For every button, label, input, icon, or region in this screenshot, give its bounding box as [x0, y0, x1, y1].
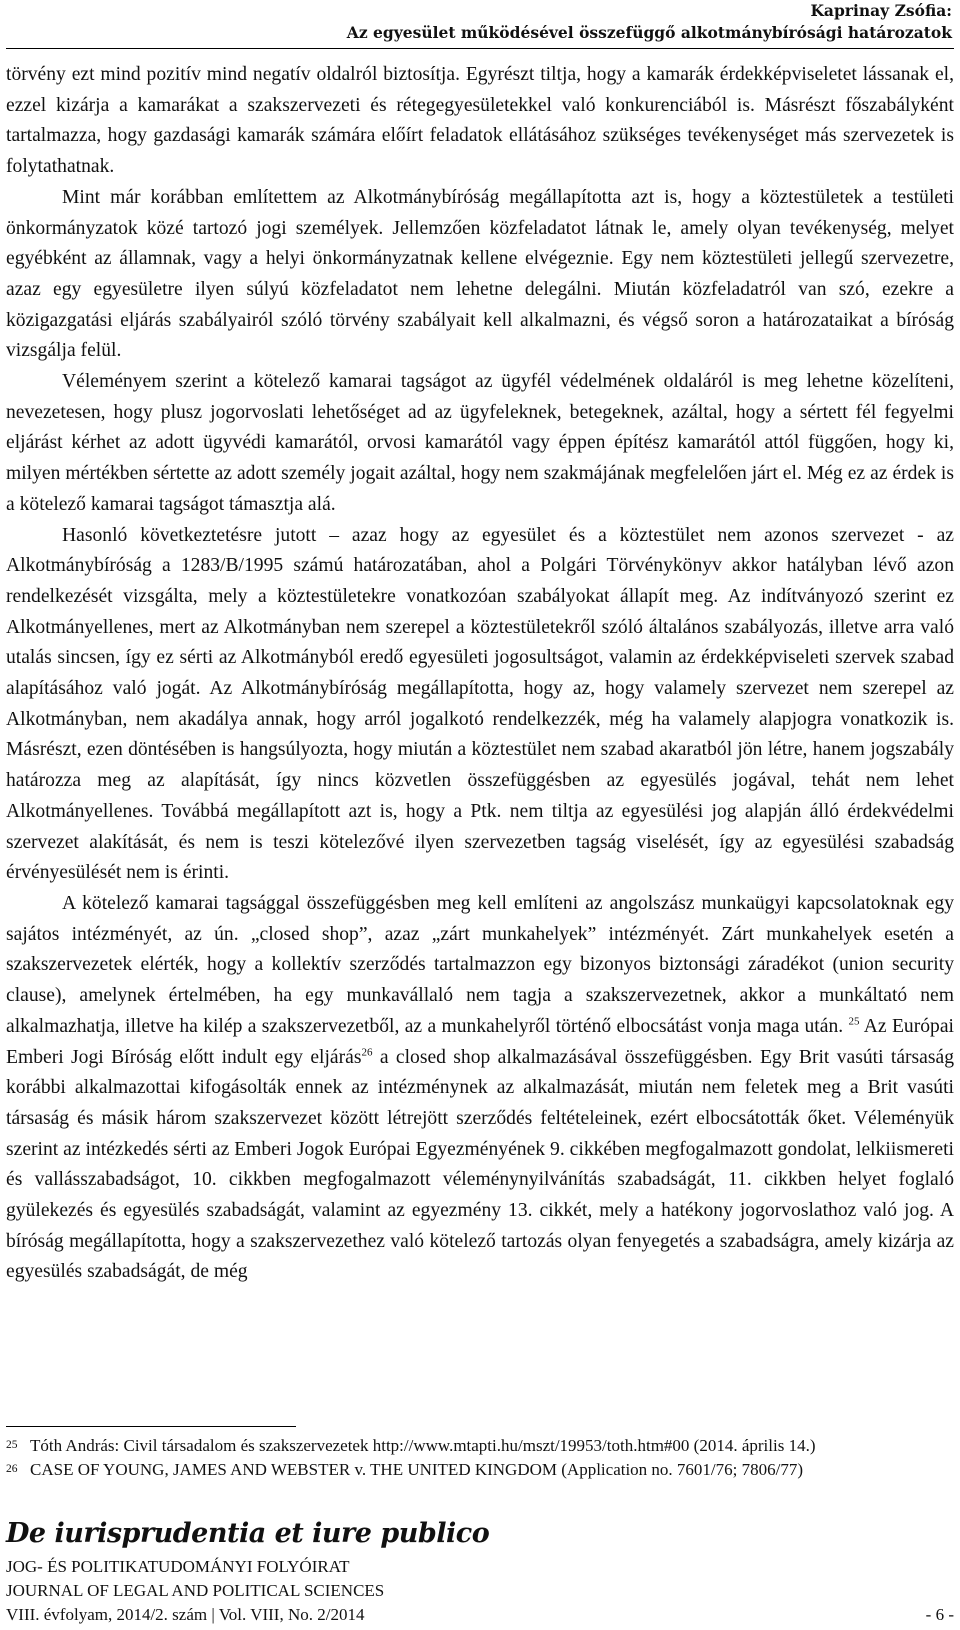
journal-logo: De iurisprudentia et iure publico: [6, 1518, 490, 1549]
journal-title-hu: JOG- ÉS POLITIKATUDOMÁNYI FOLYÓIRAT: [6, 1557, 350, 1576]
paragraph-5-part-c: a closed shop alkalmazásával összefüggésben. Egy Brit vasúti társaság korábbi alkalmazottai kifogásolták ennek az intézménynek az alkalmazását, miután nem feletek meg a Brit vasúti társaság és másik három szakszervezet között létrejött szerződés feltételeinek, ezért elbocsátották őket. Véleményük szerint az intézkedés sérti az Emberi Jogok Európai Egyezményének 9. cikkében megfogalmazott gondolat, lelkiismereti és vallásszabadságot, 10. cikkben megfogalmazott véleménynyilvánítás szabadságát, 11. cikkben helyet foglaló gyülekezés és egyesülés szabadságát, valamint az egyezmény 13. cikkét, mely a hatékony jogorvoslathoz való jog. A bíróság megállapította, hogy a szakszervezethez való kötelező tartozás olyan fenyegetés a szabadságra, amely kizárja az egyesülés szabadságát, de még: [6, 1046, 954, 1283]
footnote-25: [6, 1434, 954, 1458]
paragraph-3: Véleményem szerint a kötelező kamarai tagságot az ügyfél védelmének oldaláról is meg lehetne közelíteni, nevezetesen, hogy plusz jogorvoslati lehetőséget ad az ügyfeleknek, betegeknek, azáltal, hogy a sértett fél fegyelmi eljárást kérhet az adott ügyvédi kamarától, orvosi kamarától vagy éppen építész kamarától attól függően, hogy ki, milyen mértékben sértette az adott személy jogait azáltal, hogy nem szakmájának megfelelően járt el. Még ez az érdek is a kötelező kamarai tagságot támasztja alá.: [6, 371, 954, 515]
paragraph-4: Hasonló következtetésre jutott – azaz hogy az egyesület és a köztestület nem azonos szervezet - az Alkotmánybíróság a 1283/B/1995 számú határozatában, ahol a Polgári Törvénykönyv akkor hatályban lévő azon rendelkezését vizsgálta, mely a köztestületekre vonatkozóan szabályokat állapít meg. Az indítványozó szerint ez Alkotmányellenes, mert az Alkotmányban nem szerepel a köztestületekről szóló általános szabályozás, illetve arra való utalás sincsen, így ez sérti az Alkotmányból eredő egyesületi jogosultságot, valamin az érdekképviseleti szervek szabad alapításához való jogát. Az Alkotmánybíróság megállapította, hogy az, hogy valamely szervezet nem szerepel az Alkotmányban, nem akadálya annak, hogy arról jogalkotó rendelkezzék, még ha valamely alapjogra vonatkozik is. Másrészt, ezen döntésében is hangsúlyozta, hogy miután a köztestület nem szabad akaratból jön létre, hanem jogszabály határozza meg az alapítását, így nincs közvetlen összefüggésben az egyesülés jogával, tehát nem lehet Alkotmányellenes. Továbbá megállapított azt is, hogy a Ptk. nem tiltja az egyesülési jog alapján álló érdekvédelmi szervezet alakítását, és nem is teszi kötelezővé ilyen szervezetben tagság viselését, így az egyesülési szabadság érvényesülését nem is érinti.: [6, 524, 954, 884]
paragraph-1: törvény ezt mind pozitív mind negatív oldalról biztosítja. Egyrészt tiltja, hogy a kamarák érdekképviseletet lássanak el, ezzel kizárja a kamarákat a szakszervezeti és rétegegyesületekkel való konkurenciából is. Másrészt főszabályként tartalmazza, hogy gazdasági kamarák számára előírt feladatok ellátásához szükséges tevékenységet más szervezetek is folytathatnak.: [6, 64, 954, 178]
paragraph-5-part-a: A kötelező kamarai tagsággal összefüggésben meg kell említeni az angolszász munkaügyi kapcsolatoknak egy sajátos intézményét, az ún. „closed shop”, azaz „zárt munkahelyek” intézményét. Zárt munkahelyek esetén a szakszervezetek elérték, hogy a kollektív szerződés tartalmazzon egy bizonyos biztonsági záradékot (union security clause), amelynek értelmében, ha egy munkavállaló nem tagja a szakszervezetnek, akkor a munkáltató nem alkalmazhatja, illetve ha kilép a szakszervezetből, az a munkahelyről történő elbocsátást vonja maga után.: [6, 892, 954, 1037]
paragraph-2: Mint már korábban említettem az Alkotmánybíróság megállapította azt is, hogy a köztestületek a testületi önkormányzatok közé tartozó jogi személyek. Jellemzően közfeladatot látnak le, amely olyan tevékenység, melyet egyébként az államnak, vagy a helyi önkormányzatnak kellene elvégeznie. Egy nem köztestületi jellegű szervezetre, azaz egy egyesületre ilyen súlyú közfeladatot nem lehetne delegálni. Miután közfeladatról van szó, ezekre a közigazgatási eljárás szabályairól szóló törvény szabályait kell alkalmazni, és végső soron a határozataikat a bíróság vizsgálja felül.: [6, 186, 954, 362]
footnote-number: 26: [6, 1463, 18, 1475]
footnote-divider: [6, 1426, 296, 1427]
footnote-text: CASE OF YOUNG, JAMES AND WEBSTER v. THE UNITED KINGDOM (Application no. 7601/76; 7806/77): [30, 1460, 804, 1479]
body-text: [6, 60, 954, 1288]
header-title: Az egyesület működésével összefüggő alkotmánybírósági határozatok: [346, 23, 952, 42]
header-author: Kaprinay Zsófia:: [810, 1, 952, 20]
running-header: [347, 0, 952, 44]
paragraph-5-part-b: Az Európai Emberi Jogi Bíróság előtt indult egy eljárás: [6, 1015, 954, 1068]
journal-info: [6, 1555, 954, 1627]
footnote-ref-25[interactable]: 25: [848, 1015, 860, 1028]
volume-line: [6, 1603, 954, 1627]
footnotes: [6, 1434, 954, 1482]
footnote-number: 25: [6, 1439, 18, 1451]
volume-info: VIII. évfolyam, 2014/2. szám | Vol. VIII, No. 2/2014: [6, 1605, 365, 1624]
page-number: - 6 -: [925, 1605, 954, 1624]
header-divider: [6, 48, 954, 49]
paragraph-5: [6, 889, 954, 1288]
footnote-26: [6, 1458, 954, 1482]
journal-title-en: JOURNAL OF LEGAL AND POLITICAL SCIENCES: [6, 1581, 385, 1600]
footnote-text: Tóth András: Civil társadalom és szakszervezetek http://www.mtapti.hu/mszt/19953/toth.htm#00 (2014. április 14.): [30, 1436, 816, 1455]
footnote-ref-26[interactable]: 26: [361, 1045, 373, 1058]
